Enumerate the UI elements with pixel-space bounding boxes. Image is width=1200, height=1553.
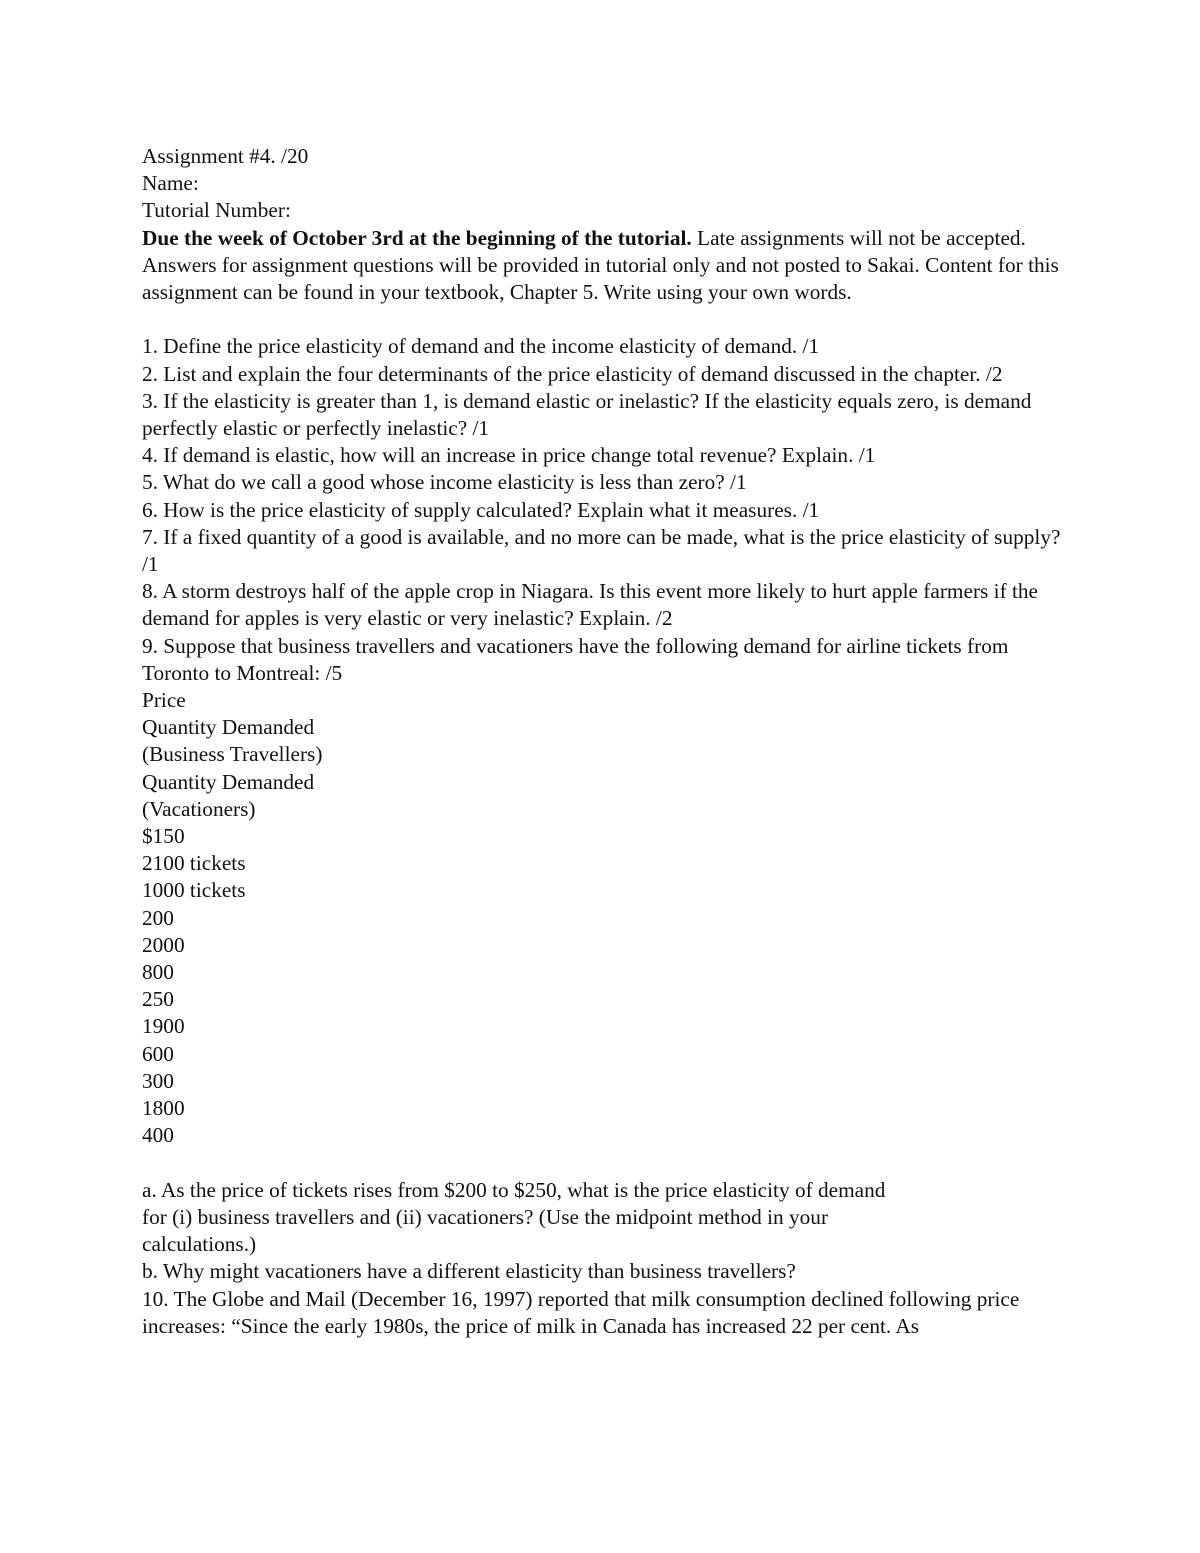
table-line: $150 (142, 824, 185, 849)
subquestion-a-line-2: for (i) business travellers and (ii) vacationers? (Use the midpoint method in your (142, 1204, 829, 1229)
table-line: 800 (142, 960, 174, 985)
table-line: 1000 tickets (142, 878, 246, 903)
tutorial-number-label: Tutorial Number: (142, 198, 291, 223)
spacer (142, 306, 1067, 333)
table-line: 1800 (142, 1096, 185, 1121)
question-5: 5. What do we call a good whose income elasticity is less than zero? /1 (142, 470, 747, 495)
table-line: 2100 tickets (142, 851, 246, 876)
document-body (142, 143, 1067, 1340)
question-9: 9. Suppose that business travellers and vacationers have the following demand for airline tickets from Toronto to Montreal: /5 (142, 633, 1009, 685)
intro-text: Late assignments will not be accepted. Answers for assignment questions will be provided in tutorial only and not posted to Sakai. Content for this assignment can be found in your textbook, Chapter 5. Write using your own words. (142, 225, 1059, 305)
table-line: 600 (142, 1041, 174, 1066)
spacer (142, 1150, 1067, 1177)
demand-table-lines (142, 687, 1067, 1149)
table-line: 200 (142, 905, 174, 930)
question-10: 10. The Globe and Mail (December 16, 1997) reported that milk consumption declined following price increases: “Since the early 1980s, the price of milk in Canada has increased 22 per cent. As (142, 1286, 1020, 1338)
table-line: Price (142, 688, 186, 713)
name-label: Name: (142, 171, 199, 196)
question-2: 2. List and explain the four determinants of the price elasticity of demand discussed in the chapter. /2 (142, 361, 1003, 386)
subquestion-b: b. Why might vacationers have a different elasticity than business travellers? (142, 1259, 796, 1284)
table-line: 300 (142, 1068, 174, 1093)
question-6: 6. How is the price elasticity of supply calculated? Explain what it measures. /1 (142, 497, 820, 522)
table-line: (Vacationers) (142, 796, 256, 821)
intro-paragraph (142, 225, 1067, 307)
question-8: 8. A storm destroys half of the apple crop in Niagara. Is this event more likely to hurt apple farmers if the demand for apples is very elastic or very inelastic? Explain. /2 (142, 579, 1038, 631)
table-line: Quantity Demanded (142, 769, 315, 794)
table-line: 2000 (142, 932, 185, 957)
table-line: 400 (142, 1123, 174, 1148)
table-line: Quantity Demanded (142, 715, 315, 740)
subquestion-a-line-3: calculations.) (142, 1232, 257, 1257)
table-line: (Business Travellers) (142, 742, 323, 767)
question-1: 1. Define the price elasticity of demand and the income elasticity of demand. /1 (142, 334, 820, 359)
question-7: 7. If a fixed quantity of a good is available, and no more can be made, what is the price elasticity of supply? /1 (142, 524, 1061, 577)
question-3: 3. If the elasticity is greater than 1, is demand elastic or inelastic? If the elasticity equals zero, is demand perfectly elastic or perfectly inelastic? /1 (142, 388, 1032, 441)
question-4: 4. If demand is elastic, how will an increase in price change total revenue? Explain. /1 (142, 443, 876, 468)
table-line: 1900 (142, 1014, 185, 1039)
subquestion-a-line-1: a. As the price of tickets rises from $200 to $250, what is the price elasticity of demand (142, 1177, 886, 1202)
due-date-notice: Due the week of October 3rd at the beginning of the tutorial. (142, 225, 692, 250)
table-line: 250 (142, 987, 174, 1012)
assignment-title: Assignment #4. /20 (142, 144, 309, 168)
